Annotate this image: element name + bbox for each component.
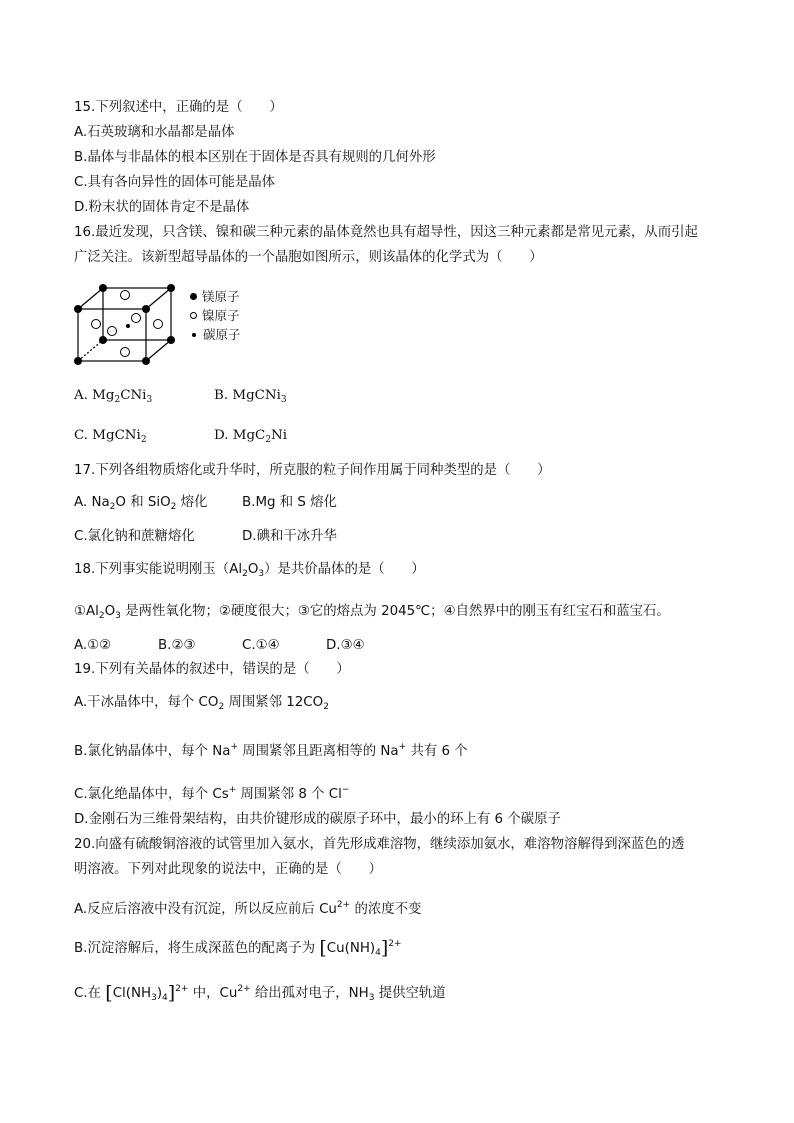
q16-stem-line2: 广泛关注。该新型超导晶体的一个晶胞如图所示，则该晶体的化学式为（ ） bbox=[74, 250, 543, 265]
figure-legend bbox=[190, 287, 241, 344]
q15-stem: 15.下列叙述中，正确的是（ ） bbox=[74, 100, 283, 115]
q18-option-c: C.①④ bbox=[242, 638, 280, 653]
q15-option-a: A.石英玻璃和水晶都是晶体 bbox=[74, 125, 235, 140]
q16-stem-line1: 16.最近发现，只含镁、镍和碳三种元素的晶体竟然也具有超导性，因这三种元素都是常见元素，从而引起 bbox=[74, 225, 698, 240]
q19-option-a: A.干冰晶体中，每个 $CO_2$ 周围紧邻 $12CO_2$ bbox=[74, 695, 329, 712]
q18-stem: 18.下列事实能说明刚玉$(Al_2O_3)$是共价晶体的是（ ） bbox=[74, 562, 425, 579]
q18-option-a: A.①② bbox=[74, 638, 112, 653]
q18-option-b: B.②③ bbox=[158, 638, 196, 653]
q17-options-row1 bbox=[74, 494, 337, 516]
q17-options-row2 bbox=[74, 528, 337, 546]
q19-option-c: C.氯化绝晶体中，每个 Cs+ 周围紧邻 8 个 Cl− bbox=[74, 785, 350, 802]
filled-circle-icon bbox=[190, 293, 197, 300]
q18-options bbox=[74, 637, 365, 655]
legend-mg: 镁原子 bbox=[190, 287, 241, 306]
q19-option-d: D.金刚石为三维骨架结构，由共价键形成的碳原子环中，最小的环上有 6 个碳原子 bbox=[74, 812, 561, 827]
q17-option-b: B.Mg 和 S 熔化 bbox=[242, 495, 337, 510]
q20-option-c: C.在 $[Cl(NH_3)_4]^{2+}$ 中，$Cu^{2+}$ 给出孤对电子，$NH_3$ 提供空轨道 bbox=[74, 982, 446, 1004]
q18-option-d: D.③④ bbox=[326, 638, 365, 653]
q17-option-a: A. $Na_2O$ 和 SiO$_2$ 熔化 bbox=[74, 495, 208, 512]
q19-stem: 19.下列有关晶体的叙述中，错误的是（ ） bbox=[74, 662, 350, 677]
q16-options-row1 bbox=[74, 387, 287, 409]
q18-facts: $①Al_2O_3$ 是两性氧化物；②硬度很大；③它的熔点为 2045℃；④自然界中的刚玉有红宝石和蓝宝石。 bbox=[74, 604, 670, 621]
legend-ni: 镍原子 bbox=[190, 306, 241, 325]
legend-c: 碳原子 bbox=[190, 325, 241, 344]
q15-option-c: C.具有各向异性的固体可能是晶体 bbox=[74, 175, 276, 190]
q20-stem-line2: 明溶液。下列对此现象的说法中，正确的是（ ） bbox=[74, 862, 382, 877]
q15-option-d: D.粉末状的固体肯定不是晶体 bbox=[74, 200, 250, 215]
q15-option-b: B.晶体与非晶体的根本区别在于固体是否具有规则的几何外形 bbox=[74, 150, 436, 165]
q16-option-c: C. MgCNi$_2$ bbox=[74, 428, 147, 445]
q19-option-b: B.氯化钠晶体中，每个 Na+ 周围紧邻且距离相等的 Na+ 共有 6 个 bbox=[74, 742, 468, 759]
open-circle-icon bbox=[190, 312, 197, 319]
q17-stem: 17.下列各组物质熔化或升华时，所克服的粒子间作用属于同种类型的是（ ） bbox=[74, 463, 551, 478]
q20-option-b: B.沉淀溶解后，将生成深蓝色的配离子为 $[Cu(NH)_4]^{2+}$ bbox=[74, 937, 402, 959]
q17-option-c: C.氯化钠和蔗糖熔化 bbox=[74, 529, 195, 544]
q20-stem-line1: 20.向盛有硫酸铜溶液的试管里加入氨水，首先形成难溶物，继续添加氨水，难溶物溶解得到深蓝色的透 bbox=[74, 837, 685, 852]
q16-option-b: B. MgCNi$_3$ bbox=[214, 388, 287, 405]
q16-option-a: A. $Mg_2CNi_3$ bbox=[74, 388, 153, 405]
crystal-cell-diagram bbox=[68, 282, 188, 372]
q16-options-row2 bbox=[74, 427, 287, 449]
q20-option-a: A.反应后溶液中没有沉淀，所以反应前后 $Cu^{2+}$ 的浓度不变 bbox=[74, 900, 422, 917]
small-dot-icon bbox=[192, 333, 196, 337]
q17-option-d: D.碘和干冰升华 bbox=[242, 529, 337, 544]
q16-option-d: D. MgC$_2$Ni bbox=[214, 428, 288, 445]
